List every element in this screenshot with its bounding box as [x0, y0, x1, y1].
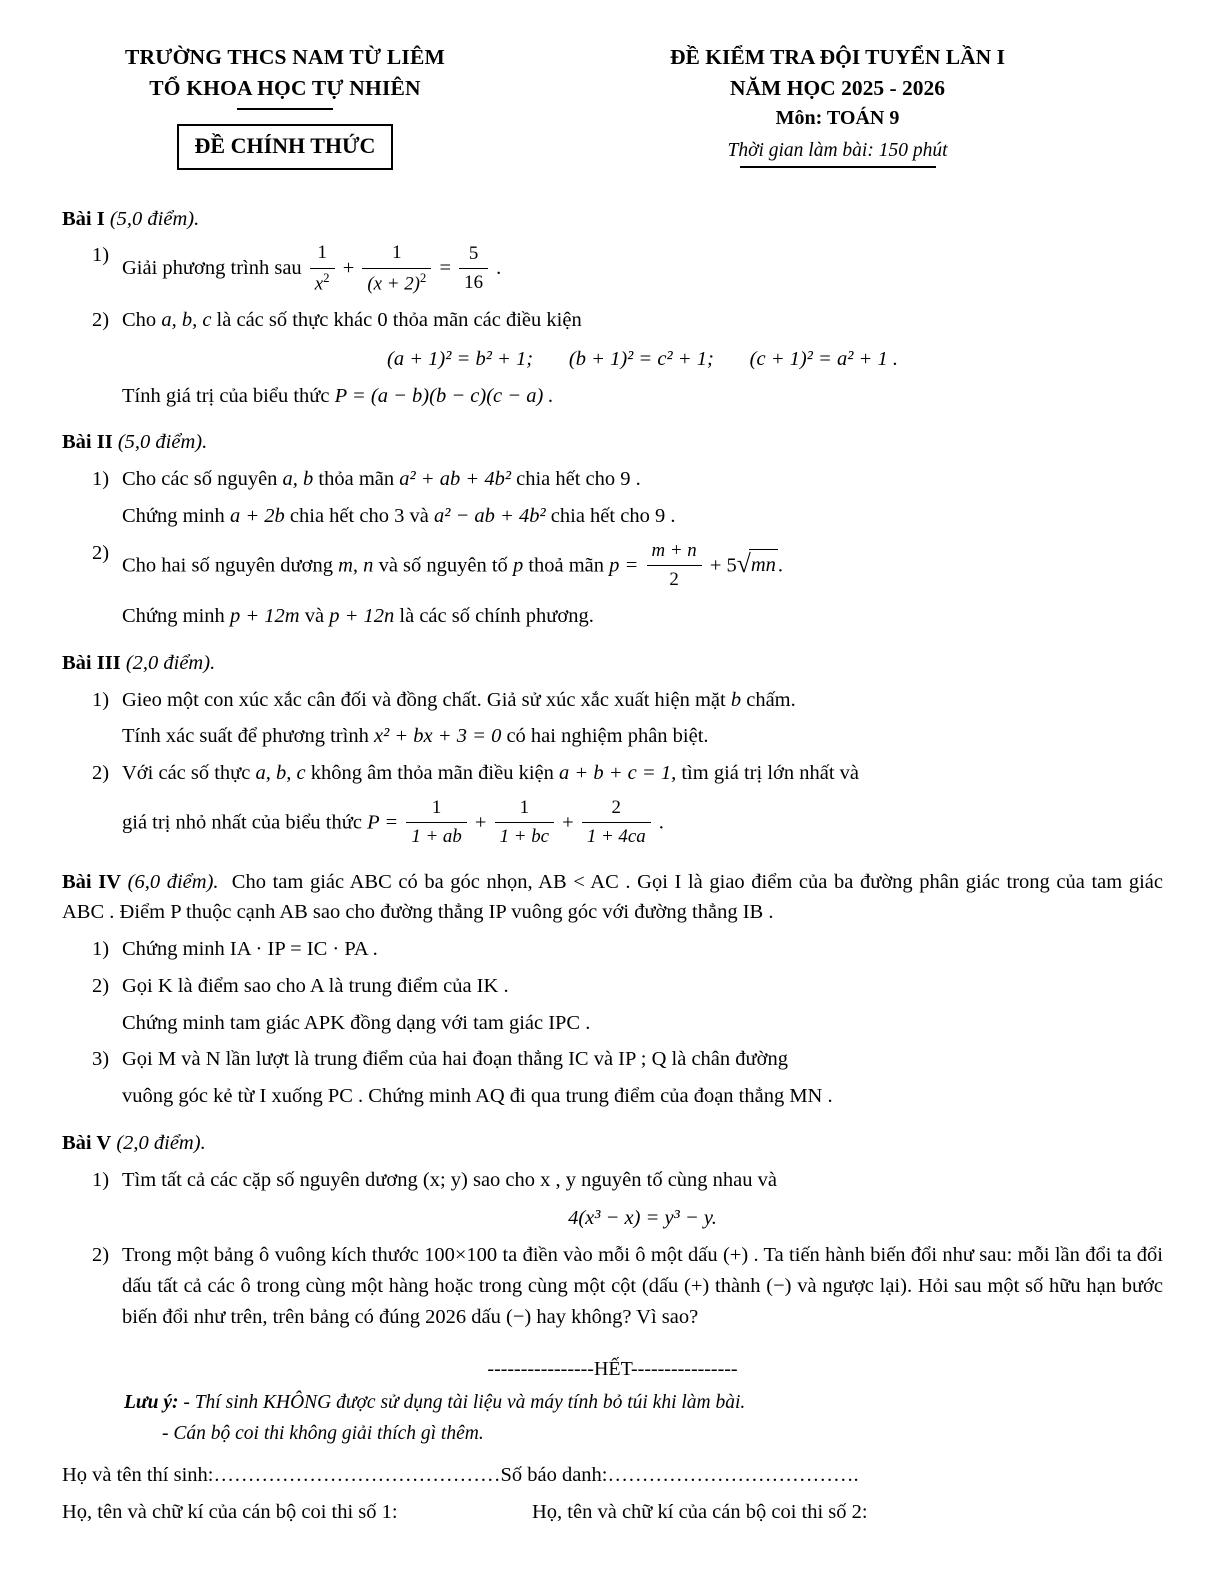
- end-of-exam-marker: ----------------HẾT----------------: [487, 1358, 738, 1381]
- problem-2-eq-plus: + 5: [709, 554, 737, 577]
- invigilator-1-line: Họ, tên và chữ kí của cán bộ coi thi số 1:: [62, 1500, 398, 1523]
- problem-5-item-1-text: Tìm tất cả các cặp số nguyên dương (x; y) sao cho x , y nguyên tố cùng nhau và: [122, 1168, 777, 1191]
- frac-den-expr: 1 + bc: [499, 826, 549, 848]
- problem-1-item-2-tail-text: Tính giá trị của biểu thức: [122, 384, 330, 407]
- problem-3-item-2-line2: [122, 795, 1163, 853]
- problem-1-item-1: [62, 240, 1163, 299]
- frac-den: [495, 822, 554, 851]
- problem-5-heading: [62, 1128, 1163, 1159]
- problem-2-item-1-body: [122, 464, 1163, 532]
- problem-4-intro: Cho tam giác ABC có ba góc nhọn, AB < AC . Gọi I là giao điểm của ba đường phân giác trong của tam giác ABC . Điểm P thuộc cạnh AB sao cho đường thẳng IP vuông góc với đường thẳng IB .: [62, 870, 1163, 924]
- expr-frac-1: [406, 794, 466, 852]
- problem-1-item-2-text-b: là các số thực khác: [216, 309, 373, 332]
- equation-frac-3: [459, 240, 488, 298]
- line2-expr-1: p + 12m: [229, 605, 300, 628]
- problem-3-item-2-vars: a, b, c: [255, 762, 306, 785]
- problem-5-item-2: [62, 1240, 1163, 1332]
- problem-2-item-1-text-a: Cho các số nguyên: [122, 468, 278, 491]
- problem-5-label: Bài V: [62, 1131, 112, 1154]
- problem-3-item-2-text-b: không âm thỏa mãn điều kiện: [310, 762, 554, 785]
- problem-2-item-1-line2: [122, 501, 1163, 532]
- expr-frac-2: [495, 794, 554, 852]
- problem-3-item-2: [62, 758, 1163, 852]
- problem-5-points: (2,0 điểm).: [116, 1131, 206, 1154]
- equation-frac-2: [362, 239, 431, 298]
- exam-note-label: Lưu ý:: [124, 1392, 179, 1414]
- problem-2-item-1-text-c: chia hết cho: [516, 468, 616, 491]
- line2-expr-2: a² − ab + 4b²: [433, 504, 546, 527]
- exam-title-line1: ĐỀ KIỂM TRA ĐỘI TUYỂN LẦN I: [670, 45, 1005, 69]
- line2-text-b: có hai nghiệm phân biệt.: [506, 725, 709, 748]
- problem-1-item-2: [62, 305, 1163, 411]
- exam-content: [0, 170, 1225, 1528]
- problem-3-item-1: [62, 685, 1163, 753]
- exam-subject: Môn: TOÁN 9: [775, 107, 900, 130]
- problem-4-points: (6,0 điểm).: [127, 870, 219, 893]
- problem-4-heading-and-intro: [62, 867, 1163, 929]
- problem-4-label: Bài IV: [62, 870, 122, 893]
- expr-P: P =: [367, 811, 399, 834]
- problem-3-item-2-text-a: Với các số thực: [122, 762, 251, 785]
- problem-1-item-1-body: [122, 240, 1163, 299]
- problem-1-item-2-tail: [122, 381, 1163, 412]
- exam-title-line2: NĂM HỌC 2025 - 2026: [730, 76, 945, 101]
- problem-4-item-3-line2: vuông góc kẻ từ I xuống PC . Chứng minh AQ đi qua trung điểm của đoạn thẳng MN .: [122, 1085, 833, 1107]
- problem-3-item-2-text-c: tìm giá trị lớn nhất và: [681, 762, 860, 785]
- equation-frac-1: [310, 239, 335, 298]
- equation-b: (b + 1)² = c² + 1;: [568, 347, 714, 370]
- problem-1-item-2-tail-expr: P = (a − b)(b − c)(c − a) .: [334, 384, 554, 407]
- line2-text-b: và: [304, 605, 325, 628]
- frac-den-expr: 1 + ab: [411, 826, 462, 848]
- line2-text-a: Chứng minh: [122, 605, 225, 628]
- sqrt-icon: √: [736, 549, 751, 579]
- frac-num: [647, 537, 702, 565]
- exam-note-text-1: - Thí sinh KHÔNG được sử dụng tài liệu và máy tính bỏ túi khi làm bài.: [183, 1392, 746, 1414]
- frac-num: 1: [519, 796, 530, 818]
- line2-nine: 9 .: [654, 504, 676, 527]
- exam-duration: Thời gian làm bài: 150 phút: [727, 140, 948, 162]
- problem-2-frac: [647, 537, 702, 595]
- problem-1-item-2-zero: 0: [377, 309, 388, 332]
- problem-4-item-3-body: [122, 1044, 1163, 1112]
- problem-5-item-1-body: [122, 1165, 1163, 1235]
- problem-3-item-1-text-c: chấm.: [746, 688, 796, 711]
- equation-equals-sign: =: [439, 257, 452, 280]
- header-right-divider-rule: [740, 166, 936, 168]
- problem-5-item-2-body: Trong một bảng ô vuông kích thước 100×100 ta điền vào mỗi ô một dấu (+) . Ta tiến hành biến đổi như sau: mỗi lần đổi ta đổi dấu tất cả các ô trong cùng một hàng hoặc trong cùng một cột (dấu (+) thành (−) và ngược lại). Hỏi sau một số hữu hạn bước biến đổi như trên, trên bảng có đúng 2026 dấu (−) hay không? Vì sao?: [122, 1244, 1163, 1328]
- problem-2-item-1: [62, 464, 1163, 532]
- problem-4-item-1-body: Chứng minh IA · IP = IC · PA .: [122, 938, 378, 960]
- problem-4-item-1: [62, 934, 1163, 965]
- problem-5-item-2-number: 2): [92, 1244, 110, 1266]
- problem-3-label: Bài III: [62, 651, 121, 674]
- problem-1-item-2-text-c: thỏa mãn các điều kiện: [392, 309, 582, 332]
- exam-note-line-1: [62, 1388, 1163, 1417]
- invigilator-signature-row: [62, 1497, 1163, 1528]
- line2-three: 3: [394, 504, 405, 527]
- line2-text-a: Chứng minh: [122, 504, 225, 527]
- problem-2-item-2-text-c: thoả mãn: [528, 554, 605, 577]
- problem-3-item-1-line2: [122, 721, 1163, 752]
- frac-den: [582, 822, 651, 851]
- problem-1-item-2-number: 2): [92, 309, 110, 332]
- header-left-block: [60, 42, 500, 170]
- line2-equation: x² + bx + 3 = 0: [373, 725, 502, 748]
- problem-2-item-1-nine: 9 .: [620, 468, 641, 491]
- problem-2-eq-end: .: [777, 554, 784, 577]
- frac-num-expr: m + n: [651, 539, 697, 561]
- problem-1-item-2-vars: a, b, c: [161, 309, 212, 332]
- problem-4-item-3-text: Gọi M và N lần lượt là trung điểm của hai đoạn thẳng IC và IP ; Q là chân đường: [122, 1048, 788, 1071]
- frac-num: 1: [392, 242, 402, 264]
- line2-expr-2: p + 12n: [329, 605, 395, 628]
- problem-4-item-3-number: 3): [92, 1048, 110, 1071]
- problem-1-label: Bài I: [62, 207, 105, 230]
- equation-a: (a + 1)² = b² + 1;: [387, 347, 534, 370]
- problem-2-item-1-text-b: thỏa mãn: [318, 468, 395, 491]
- problem-2-item-2-text-a: Cho hai số nguyên dương: [122, 554, 333, 577]
- plus-2: +: [562, 811, 574, 834]
- problem-3-heading: [62, 648, 1163, 679]
- problem-4-item-2-body: [122, 971, 1163, 1039]
- line2-expr-1: a + 2b: [229, 504, 285, 527]
- frac-den: 2: [647, 565, 702, 594]
- problem-3-item-2-condition: a + b + c = 1,: [559, 762, 677, 785]
- header-divider-rule: [237, 108, 333, 110]
- problem-4-item-2-line2: Chứng minh tam giác APK đồng dạng với tam giác IPC .: [122, 1011, 591, 1034]
- frac-den-var: x: [314, 272, 324, 294]
- line2-text-a: giá trị nhỏ nhất của biểu thức: [122, 811, 362, 834]
- candidate-name-line: Họ và tên thí sinh:……………………………………Số báo danh:……………………………….: [62, 1463, 859, 1486]
- frac-den-exp: 2: [419, 270, 427, 285]
- problem-4-item-2: [62, 971, 1163, 1039]
- frac-num: 1: [317, 242, 327, 264]
- problem-2-points: (5,0 điểm).: [117, 431, 208, 454]
- frac-num: 1: [431, 796, 442, 818]
- line2-text-a: Tính xác suất để phương trình: [122, 725, 369, 748]
- problem-1-item-2-text-a: Cho: [122, 309, 157, 332]
- document-header: [0, 0, 1225, 170]
- problem-1-item-1-text: Giải phương trình sau: [122, 257, 302, 280]
- equation-plus-sign: +: [342, 257, 355, 280]
- frac-den: [362, 268, 431, 299]
- problem-1-points: (5,0 điểm).: [109, 207, 200, 230]
- problem-2-item-2-p: p: [512, 554, 524, 577]
- problem-4-item-3: [62, 1044, 1163, 1112]
- problem-1-item-1-number: 1): [92, 244, 110, 267]
- invigilator-2-line: Họ, tên và chữ kí của cán bộ coi thi số 2:: [532, 1500, 868, 1523]
- line2-text-c: là các số chính phương.: [399, 605, 594, 628]
- problem-3-item-1-body: [122, 685, 1163, 753]
- expr-frac-3: [582, 794, 651, 852]
- problem-2-item-2-mn: m, n: [338, 554, 374, 577]
- problem-1-heading: [62, 204, 1163, 235]
- problem-1-item-2-body: [122, 305, 1163, 411]
- frac-den-expr: 1 + 4ca: [586, 826, 646, 848]
- frac-den: 16: [459, 268, 488, 297]
- problem-5-item-1: [62, 1165, 1163, 1235]
- problem-2-item-1-number: 1): [92, 468, 110, 491]
- problem-3-points: (2,0 điểm).: [125, 651, 216, 674]
- sqrt-radicand: [749, 549, 778, 581]
- problem-2-eq-lhs: p =: [609, 554, 639, 577]
- frac-den-var: (x + 2): [367, 272, 420, 294]
- problem-2-heading: [62, 427, 1163, 458]
- problem-3-item-1-var: b: [730, 688, 742, 711]
- frac-den: [406, 822, 466, 851]
- problem-2-label: Bài II: [62, 431, 113, 454]
- frac-den-exp: 2: [323, 270, 330, 285]
- frac-num: 5: [468, 242, 479, 264]
- header-right-block: [500, 42, 1165, 170]
- problem-4-item-1-number: 1): [92, 938, 110, 960]
- line2-text-b: chia hết cho: [289, 504, 389, 527]
- problem-5-item-1-equation: [122, 1203, 1163, 1234]
- equation-c: (c + 1)² = a² + 1 .: [749, 347, 898, 370]
- problem-3-item-2-number: 2): [92, 762, 110, 785]
- school-department-line: TỔ KHOA HỌC TỰ NHIÊN: [149, 75, 421, 100]
- sqrt-radicand-expr: mn: [750, 554, 776, 577]
- problem-3-item-1-number: 1): [92, 688, 110, 711]
- official-exam-badge: ĐỀ CHÍNH THỨC: [177, 124, 394, 170]
- problem-2-item-2-line2: [122, 601, 1163, 632]
- problem-2-item-2-body: [122, 538, 1163, 632]
- problem-1-item-2-equations: [122, 344, 1163, 375]
- plus-1: +: [474, 811, 487, 834]
- line2-text-d: chia hết cho: [550, 504, 650, 527]
- line2-text-c: và: [409, 504, 429, 527]
- exam-note-line-2: - Cán bộ coi thi không giải thích gì thêm.: [162, 1422, 484, 1444]
- frac-num: 2: [611, 796, 621, 818]
- school-name-line1: TRƯỜNG THCS NAM TỪ LIÊM: [125, 45, 445, 69]
- frac-den: [310, 268, 335, 299]
- problem-3-item-1-text-a: Gieo một con xúc xắc cân đối và đồng chất. Giả sử xúc xắc xuất hiện mặt: [122, 688, 726, 711]
- problem-3-item-2-body: [122, 758, 1163, 852]
- problem-2-item-1-vars: a, b: [282, 468, 314, 491]
- equation-period: .: [496, 257, 502, 280]
- problem-2-item-1-expr: a² + ab + 4b²: [399, 468, 511, 491]
- problem-5-item-1-number: 1): [92, 1168, 110, 1191]
- expr-end: .: [658, 811, 664, 834]
- problem-4-item-2-text: Gọi K là điểm sao cho A là trung điểm của IK .: [122, 974, 509, 997]
- problem-2-item-2: [62, 538, 1163, 632]
- problem-4-item-2-number: 2): [92, 974, 110, 997]
- problem-2-item-2-number: 2): [92, 541, 110, 564]
- equation-text: 4(x³ − x) = y³ − y.: [568, 1207, 717, 1230]
- problem-2-item-2-text-b: và số nguyên tố: [378, 554, 508, 577]
